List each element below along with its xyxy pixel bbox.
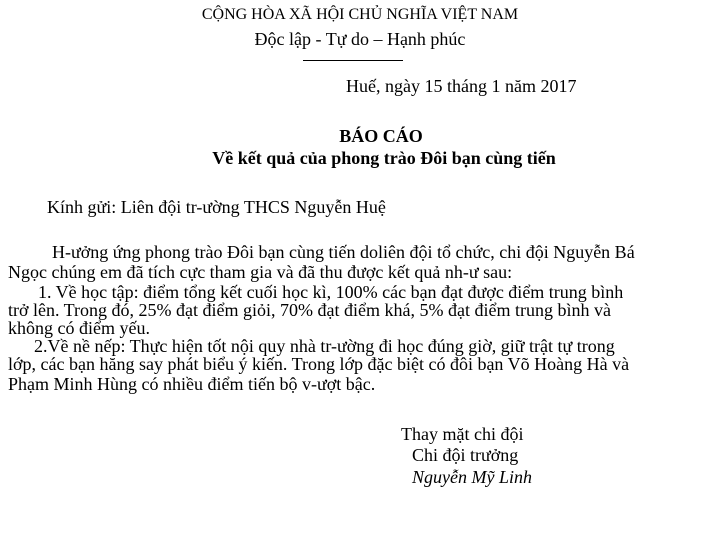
report-subtitle: Về kết quả của phong trào Đôi bạn cùng tiến [212,148,556,168]
report-title: BÁO CÁO [339,126,423,146]
body-line: Phạm Minh Hùng có nhiều điểm tiến bộ v-ượt bậc. [8,374,376,394]
body-line: trở lên. Trong đó, 25% đạt điểm giỏi, 70% đạt điểm khá, 5% đạt điểm trung bình và [8,300,611,320]
body-line: 2.Về nề nếp: Thực hiện tốt nội quy nhà tr-ường đi học đúng giờ, giữ trật tự trong [34,336,615,356]
signature-name: Nguyễn Mỹ Linh [412,467,532,487]
addressee: Kính gửi: Liên đội tr-ường THCS Nguyễn Huệ [47,197,386,217]
signature-role-line-2: Chi đội trưởng [412,445,519,465]
body-line: Ngọc chúng em đã tích cực tham gia và đã thu được kết quả nh-ư sau: [8,262,513,282]
national-title: CỘNG HÒA XÃ HỘI CHỦ NGHĨA VIỆT NAM [201,6,519,23]
place-date: Huế, ngày 15 tháng 1 năm 2017 [346,76,577,96]
national-motto: Độc lập - Tự do – Hạnh phúc [254,29,466,49]
body-line: 1. Về học tập: điểm tổng kết cuối học kì, 100% các bạn đạt được điểm trung bình [38,282,624,302]
body-line: lớp, các bạn hăng say phát biểu ý kiến. Trong lớp đặc biệt có đôi bạn Võ Hoàng Hà và [8,354,630,374]
motto-underline [303,60,403,61]
signature-role-line-1: Thay mặt chi đội [401,424,524,444]
body-line: H-ưởng ứng phong trào Đôi bạn cùng tiến doliên đội tổ chức, chi đội Nguyễn Bá [52,242,635,262]
report-body [8,242,708,394]
body-line: không có điểm yếu. [8,318,150,338]
